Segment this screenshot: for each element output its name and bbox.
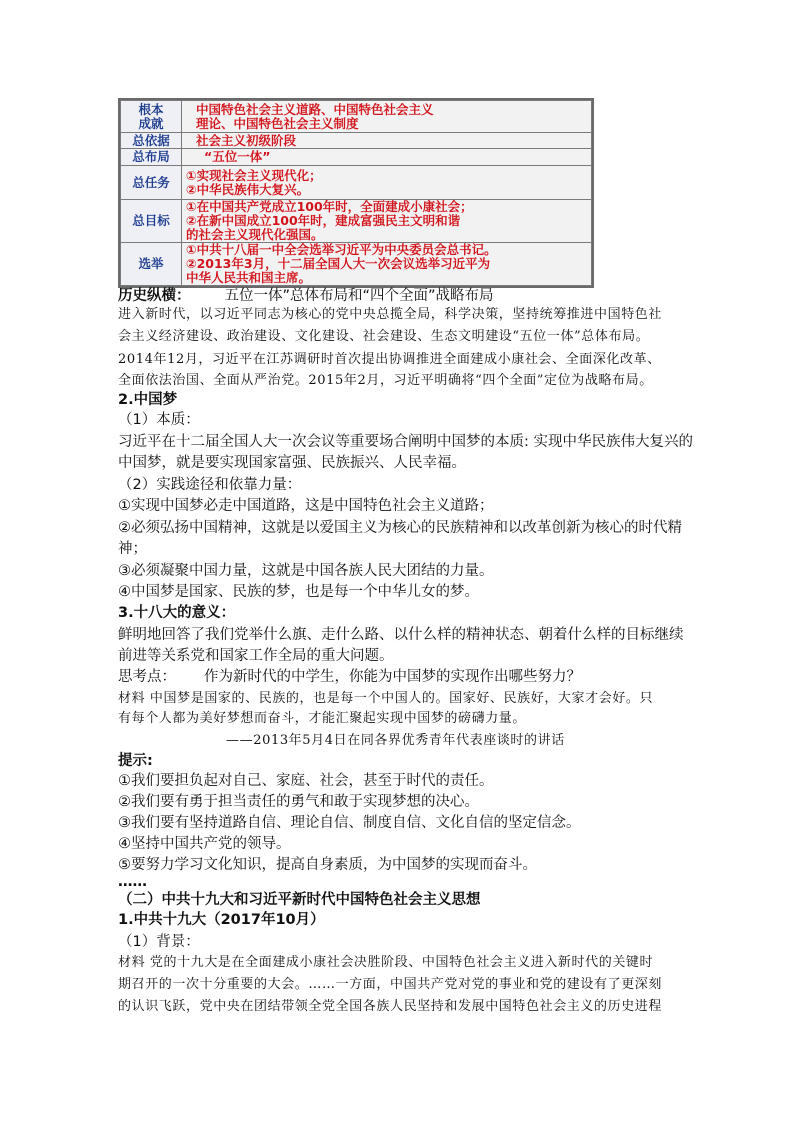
summary-table (118, 98, 594, 288)
part2-heading: （二）中共十九大和习近平新时代中国特色社会主义思想 (118, 892, 481, 908)
table-row (121, 200, 592, 243)
row-key: 根本 成就 (121, 101, 182, 133)
section-heading-china-dream: 2.中国梦 (118, 392, 178, 408)
row-value: ①中共十八届一中全会选举习近平为中央委员会总书记。 ②2013年3月，十二届全国人大一次会议选举习近平为 中华人民共和国主席。 (182, 243, 592, 286)
hint-label: 提示: (118, 753, 153, 769)
row-key: 总依据 (121, 133, 182, 149)
sub-heading-essence: （1）本质： (118, 412, 200, 428)
hint-item: ⑤要努力学习文化知识，提高自身素质，为中国梦的实现而奋斗。 (118, 857, 537, 873)
table-row (121, 243, 592, 286)
row-key: 总目标 (121, 200, 182, 243)
hint-item: ③我们要有坚持道路自信、理论自信、制度自信、文化自信的坚定信念。 (118, 815, 581, 831)
row-value: “五位一体” (182, 149, 592, 166)
material-line: 的认识飞跃，党中央在团结带领全党全国各族人民坚持和发展中国特色社会主义的历史进程 (118, 999, 663, 1014)
material-line: 期召开的一次十分重要的大会。……一方面，中国共产党对党的事业和党的建设有了更深刻 (118, 977, 663, 992)
row-value: 中国特色社会主义道路、中国特色社会主义 理论、中国特色社会主义制度 (182, 101, 592, 133)
table-row (121, 101, 592, 133)
row-value: 社会主义初级阶段 (182, 133, 592, 149)
material-source: ——2013年5月4日在同各界优秀青年代表座谈时的讲话 (226, 733, 565, 748)
material-line: 材料 中国梦是国家的、民族的，也是每一个中国人的。国家好、民族好，大家才会好。只 (118, 691, 654, 706)
essence-line: 中国梦，就是要实现国家富强、民族振兴、人民幸福。 (118, 455, 466, 471)
history-heading: 历史纵横： 五位一体”总体布局和“四个全面”战略布局 (118, 288, 494, 304)
essence-line: 习近平在十二届全国人大一次会议等重要场合阐明中国梦的本质: 实现中华民族伟大复兴的 (118, 434, 693, 450)
material-line: 有每个人都为美好梦想而奋斗，才能汇聚起实现中国梦的磅礴力量。 (118, 711, 527, 726)
history-line: 会主义经济建设、政治建设、文化建设、社会建设、生态文明建设“五位一体”总体布局。 (118, 329, 650, 344)
history-line: 进入新时代，以习近平同志为核心的党中央总揽全局，科学决策，坚持统筹推进中国特色社 (118, 307, 663, 322)
row-key: 选举 (121, 243, 182, 286)
significance-line: 前进等关系党和国家工作全局的重大问题。 (118, 648, 394, 664)
path-item: ③必须凝聚中国力量，这就是中国各族人民大团结的力量。 (118, 563, 494, 579)
table-row (121, 149, 592, 166)
material-line: 材料 党的十九大是在全面建成小康社会决胜阶段、中国特色社会主义进入新时代的关键时 (118, 955, 654, 970)
table-row (121, 133, 592, 149)
significance-line: 鲜明地回答了我们党举什么旗、走什么路、以什么样的精神状态、朝着什么样的目标继续 (118, 627, 684, 643)
section-heading-18th: 3.十八大的意义： (118, 605, 236, 621)
row-key: 总任务 (121, 166, 182, 200)
hint-item: ①我们要担负起对自己、家庭、社会，甚至于时代的责任。 (118, 773, 494, 789)
part2-subheading: 1.中共十九大（2017年10月） (118, 912, 325, 928)
history-line: 全面依法治国、全面从严治党。2015年2月，习近平明确将“四个全面”定位为战略布局。 (118, 373, 653, 388)
path-item: ①实现中国梦必走中国道路，这是中国特色社会主义道路； (118, 498, 494, 514)
sub-heading-path: （2）实践途径和依靠力量： (118, 477, 302, 493)
row-value: ①实现社会主义现代化； ②中华民族伟大复兴。 (182, 166, 592, 200)
history-line: 2014年12月，习近平在江苏调研时首次提出协调推进全面建成小康社会、全面深化改革、 (118, 352, 661, 367)
path-item: ②必须弘扬中国精神，这就是以爱国主义为核心的民族精神和以改革创新为核心的时代精 (118, 520, 682, 536)
background-label: （1）背景： (118, 934, 200, 950)
path-item: ④中国梦是国家、民族的梦，也是每一个中华儿女的梦。 (118, 584, 479, 600)
row-value: ①在中国共产党成立100年时，全面建成小康社会； ②在新中国成立100年时，建成富强民主文明和谐 的社会主义现代化强国。 (182, 200, 592, 243)
row-key: 总布局 (121, 149, 182, 166)
think-point: 思考点： 作为新时代的中学生，你能为中国梦的实现作出哪些努力？ (118, 669, 581, 685)
hint-item: ②我们要有勇于担当责任的勇气和敢于实现梦想的决心。 (118, 794, 479, 810)
table-row (121, 166, 592, 200)
hint-item: ④坚持中国共产党的领导。 (118, 836, 291, 852)
ellipsis: …… (118, 874, 147, 890)
path-item: 神； (118, 541, 147, 557)
